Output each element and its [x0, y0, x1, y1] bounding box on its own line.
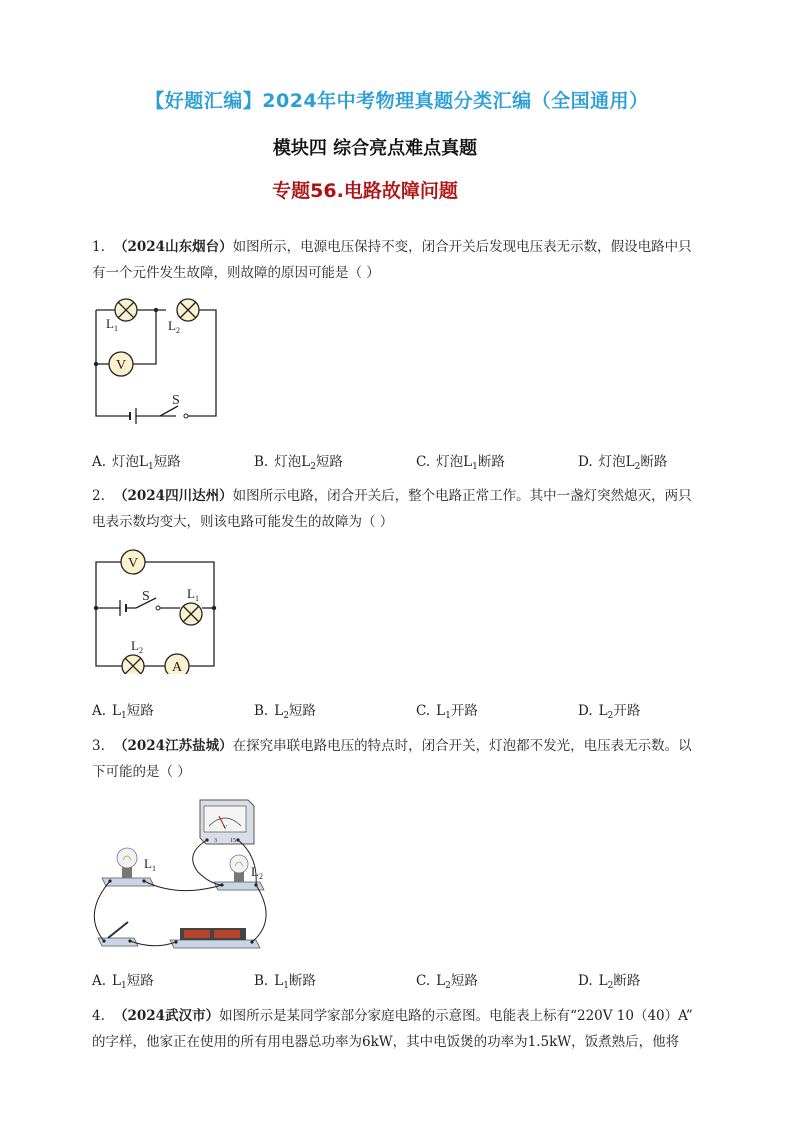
- question-3-option-d[interactable]: D. $L_2$断路: [578, 973, 641, 991]
- question-3-option-b[interactable]: B. $L_1$断路: [254, 973, 316, 991]
- module-title: 模块四 综合亮点难点真题: [272, 138, 478, 159]
- svg-text:3: 3: [214, 838, 217, 844]
- question-2-option-c[interactable]: C. $L_1$开路: [416, 703, 478, 721]
- question-2: [92, 483, 732, 535]
- experiment-figure-3: [88, 794, 273, 954]
- question-3-line1: 3. （2024江苏盐城）在探究串联电路电压的特点时，闭合开关，灯泡都不发光，电压表无示数。以: [92, 738, 692, 754]
- question-4: [92, 1003, 732, 1055]
- question-3-line2: 下可能的是（ ）: [92, 764, 191, 780]
- svg-text:A: A: [171, 660, 183, 674]
- svg-text:V: V: [222, 825, 228, 831]
- question-1-option-d[interactable]: D. 灯泡$L_2$断路: [578, 454, 668, 472]
- svg-text:S: S: [142, 589, 150, 604]
- question-1-option-a[interactable]: A. 灯泡$L_1$短路: [92, 454, 181, 472]
- voltmeter-icon: [109, 352, 133, 376]
- svg-text:L1: $L_1$: [144, 856, 156, 873]
- svg-text:V: V: [127, 556, 139, 571]
- question-4-line2: 的字样，他家正在使用的所有用电器总功率为6kW，其中电饭煲的功率为1.5kW，饭煮熟后，他将: [92, 1034, 680, 1050]
- lamp-l2-icon: [122, 655, 144, 674]
- question-2-option-d[interactable]: D. $L_2$开路: [578, 703, 641, 721]
- svg-text:L2: $L_2$: [131, 638, 143, 655]
- question-2-line1: 2. （2024四川达州）如图所示电路，闭合开关后，整个电路正常工作。其中一盏灯突然熄灭，两只: [92, 488, 692, 504]
- lamp-l1-icon: [180, 603, 202, 625]
- question-1-option-c[interactable]: C. 灯泡$L_1$断路: [416, 454, 505, 472]
- switch-icon: [98, 922, 138, 946]
- question-1-line2: 有一个元件发生故障，则故障的原因可能是（ ）: [92, 265, 380, 281]
- question-1-line1: 1. （2024山东烟台）如图所示，电源电压保持不变，闭合开关后发现电压表无示数，假设电路中只: [92, 239, 692, 255]
- svg-text:L2: $L_2$: [168, 318, 180, 335]
- svg-text:V: V: [115, 358, 127, 373]
- lamp-l2-icon: [177, 299, 199, 321]
- svg-text:L1: $L_1$: [187, 586, 199, 603]
- topic-title: 专题56.电路故障问题: [272, 180, 458, 202]
- question-2-line2: 电表示数均变大，则该电路可能发生的故障为（ ）: [92, 514, 394, 530]
- lamp-l1-icon: [115, 299, 137, 321]
- question-3-option-a[interactable]: A. $L_1$短路: [92, 973, 154, 991]
- svg-text:L1: $L_1$: [106, 316, 118, 333]
- question-4-line1: 4. （2024武汉市）如图所示是某同学家部分家庭电路的示意图。电能表上标有“220V 10（40）A”: [92, 1008, 693, 1024]
- battery-box-icon: [170, 928, 260, 948]
- header-title: 【好题汇编】2024年中考物理真题分类汇编（全国通用）: [145, 90, 649, 112]
- svg-text:15: 15: [230, 838, 236, 844]
- ammeter-icon: [165, 654, 189, 674]
- question-2-option-b[interactable]: B. $L_2$短路: [254, 703, 316, 721]
- svg-text:L2: $L_2$: [251, 864, 263, 881]
- question-1-option-b[interactable]: B. 灯泡$L_2$短路: [254, 454, 343, 472]
- question-3: [92, 733, 732, 785]
- voltmeter-icon: [121, 550, 145, 574]
- circuit-diagram-2: [88, 544, 223, 674]
- question-2-option-a[interactable]: A. $L_1$短路: [92, 703, 154, 721]
- circuit-diagram-1: [88, 294, 228, 424]
- voltmeter-device-icon: [200, 800, 254, 844]
- question-1: [92, 234, 732, 286]
- question-3-option-c[interactable]: C. $L_2$短路: [416, 973, 478, 991]
- svg-text:S: S: [172, 393, 180, 408]
